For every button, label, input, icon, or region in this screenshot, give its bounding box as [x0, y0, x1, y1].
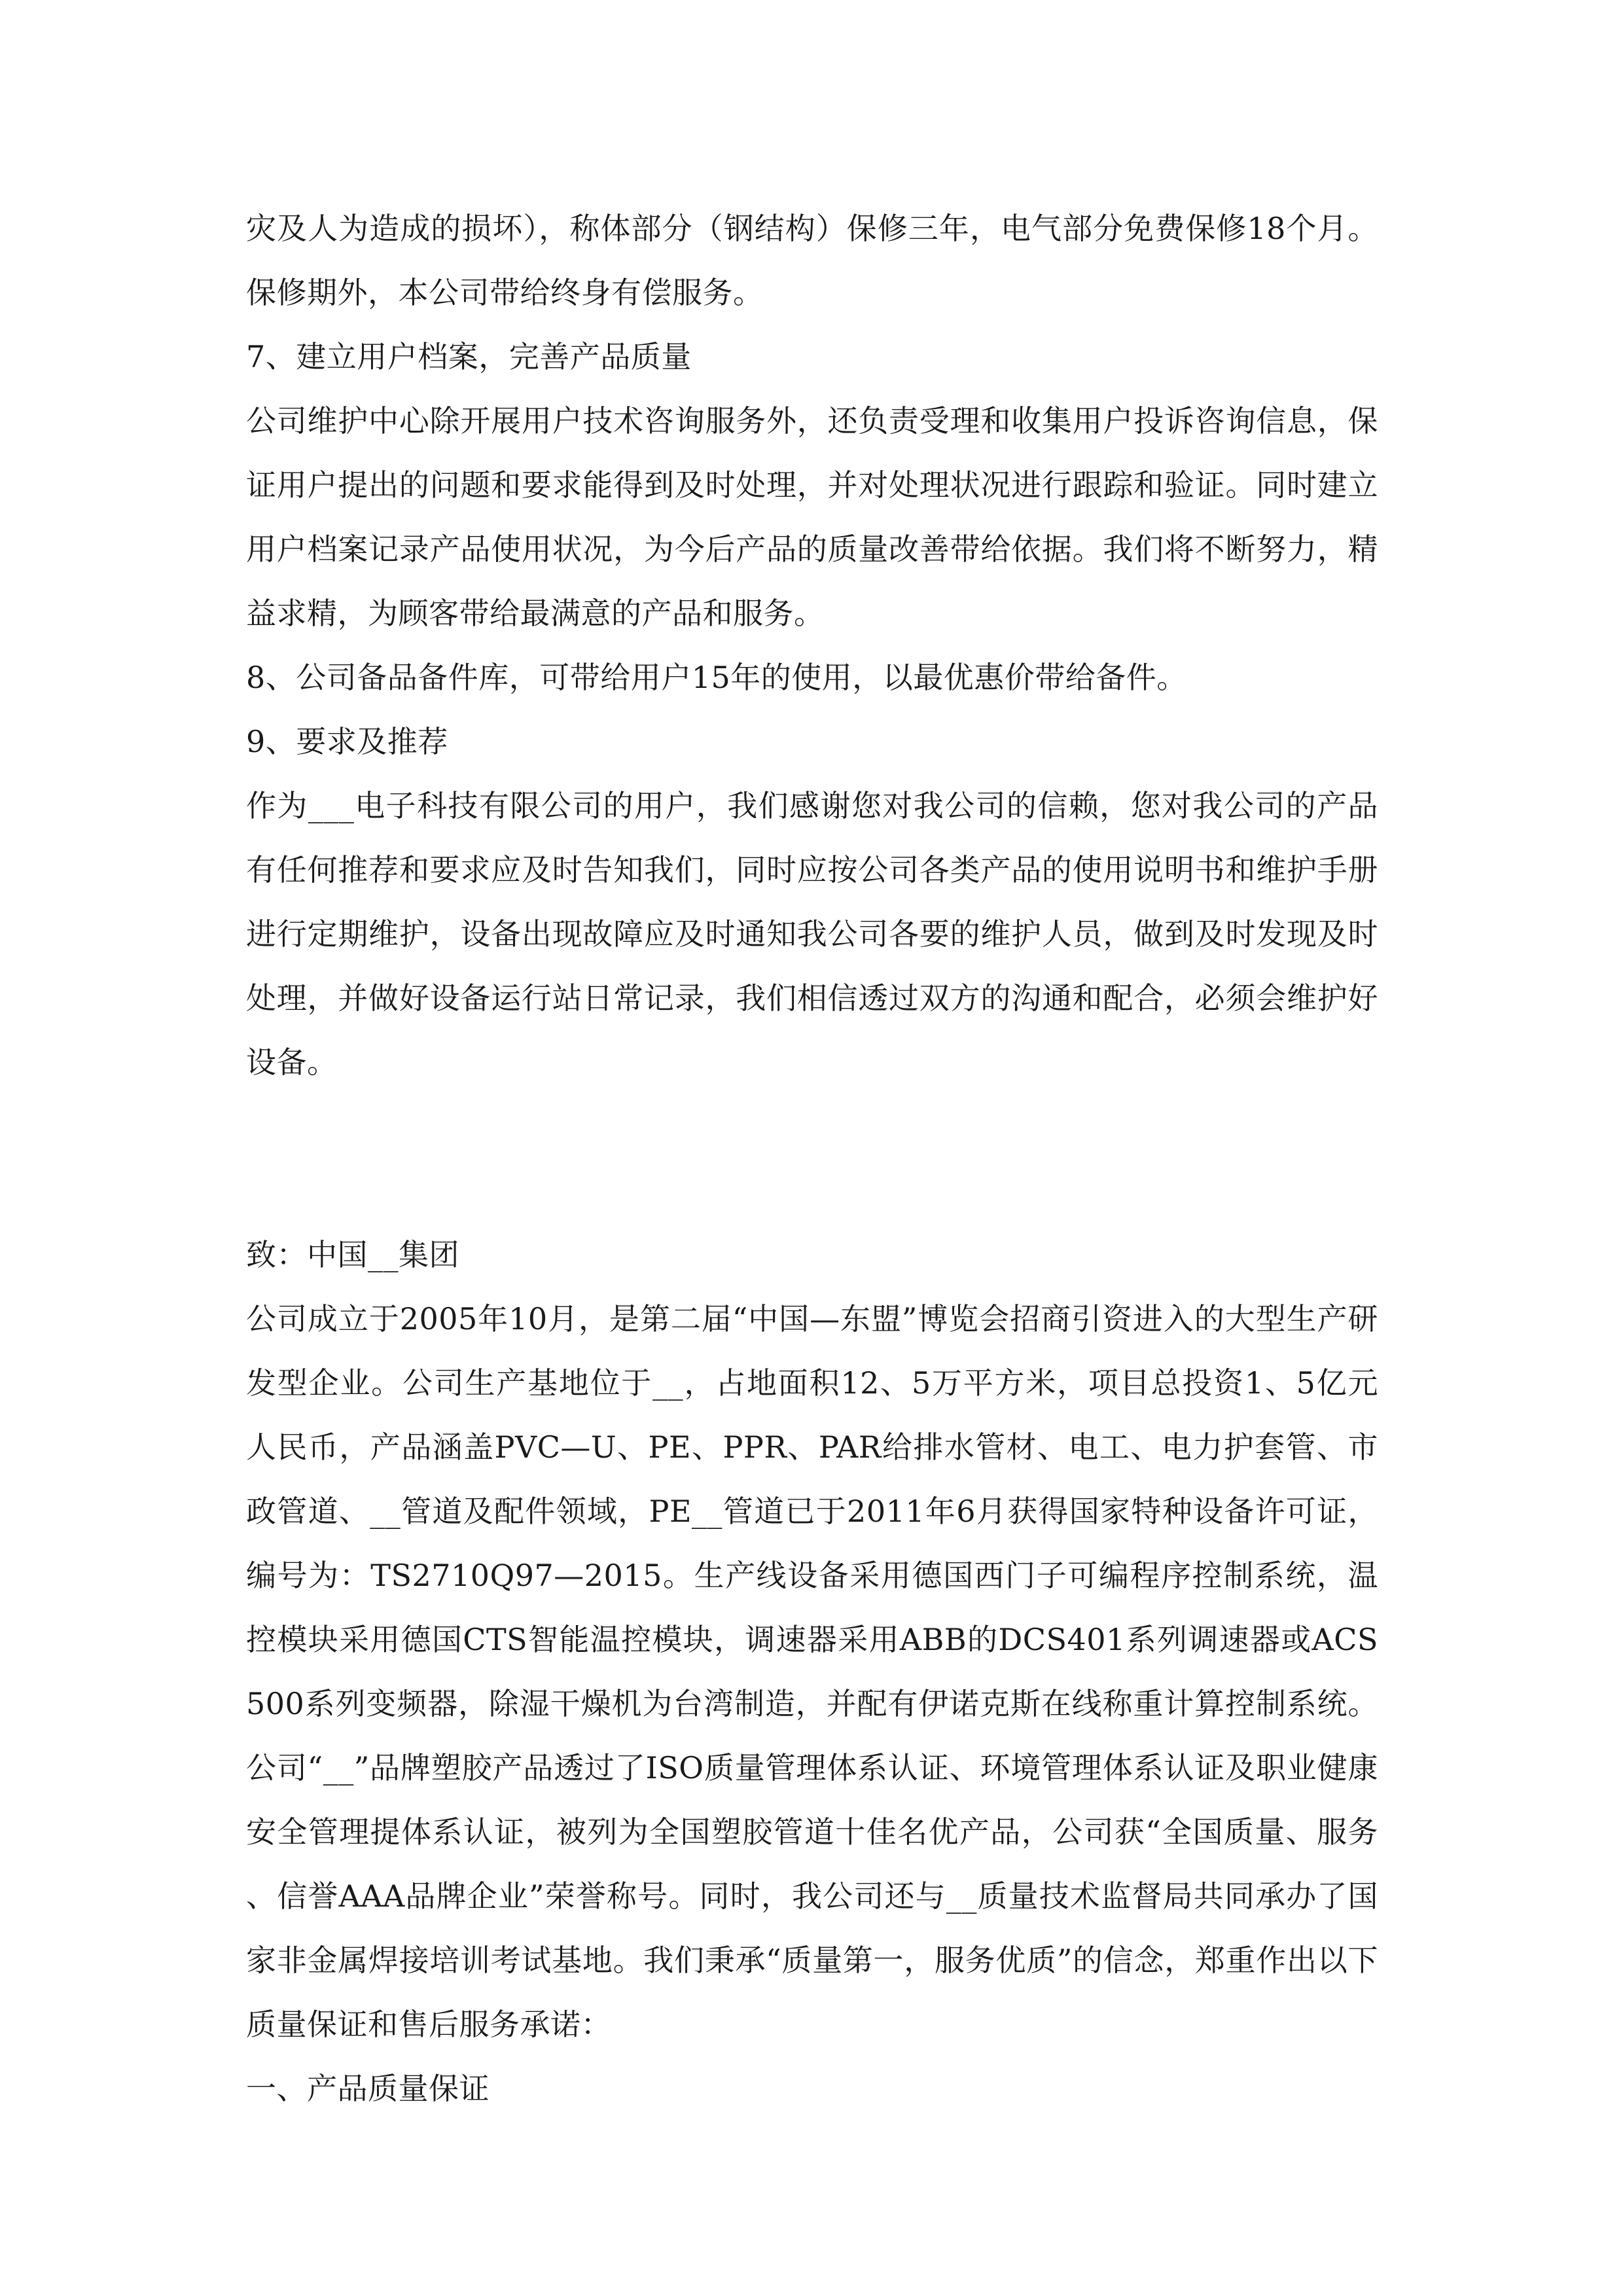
warranty-paragraph: 灾及人为造成的损坏），称体部分（钢结构）保修三年，电气部分免费保修18个月。保修期外，本公司带给终身有偿服务。: [246, 211, 1378, 310]
section-8-heading: 8、公司备品备件库，可带给用户15年的使用，以最优惠价带给备件。: [246, 660, 1187, 695]
section-9-paragraph: 作为___电子科技有限公司的用户，我们感谢您对我公司的信赖，您对我公司的产品有任何推荐和要求应及时告知我们，同时应按公司各类产品的使用说明书和维护手册进行定期维护，设备出现故障应及时通知我公司各要的维护人员，做到及时发现及时处理，并做好设备运行站日常记录，我们相信透过双方的沟通和配合，必须会维护好设备。: [246, 788, 1378, 1080]
salutation: 致：中国__集团: [246, 1237, 459, 1272]
section-9-heading: 9、要求及推荐: [246, 724, 448, 759]
section-7-paragraph: 公司维护中心除开展用户技术咨询服务外，还负责受理和收集用户投诉咨询信息，保证用户提出的问题和要求能得到及时处理，并对处理状况进行跟踪和验证。同时建立用户档案记录产品使用状况，为今后产品的质量改善带给依据。我们将不断努力，精益求精，为顾客带给最满意的产品和服务。: [246, 403, 1378, 631]
section-7-heading: 7、建立用户档案，完善产品质量: [246, 339, 692, 374]
company-intro-paragraph: 公司成立于2005年10月，是第二届“中国—东盟”博览会招商引资进入的大型生产研发型企业。公司生产基地位于__，占地面积12、5万平方米，项目总投资1、5亿元人民币，产品涵盖PVC—U、PE、PPR、PAR给排水管材、电工、电力护套管、市政管道、__管道及配件领域，PE__管道已于2011年6月获得国家特种设备许可证，编号为：TS2710Q97—2015。生产线设备采用德国西门子可编程序控制系统，温控模块采用德国CTS智能温控模块，调速器采用ABB的DCS401系列调速器或ACS500系列变频器，除湿干燥机为台湾制造，并配有伊诺克斯在线称重计算控制系统。公司“__”品牌塑胶产品透过了ISO质量管理体系认证、环境管理体系认证及职业健康安全管理提体系认证，被列为全国塑胶管道十佳名优产品，公司获“全国质量、服务、信誉AAA品牌企业”荣誉称号。同时，我公司还与__质量技术监督局共同承办了国家非金属焊接培训考试基地。我们秉承“质量第一，服务优质”的信念，郑重作出以下质量保证和售后服务承诺：: [246, 1301, 1378, 2042]
section-spacer: [246, 1094, 1378, 1223]
product-quality-heading: 一、产品质量保证: [246, 2071, 490, 2106]
document-body: [246, 196, 1378, 2121]
